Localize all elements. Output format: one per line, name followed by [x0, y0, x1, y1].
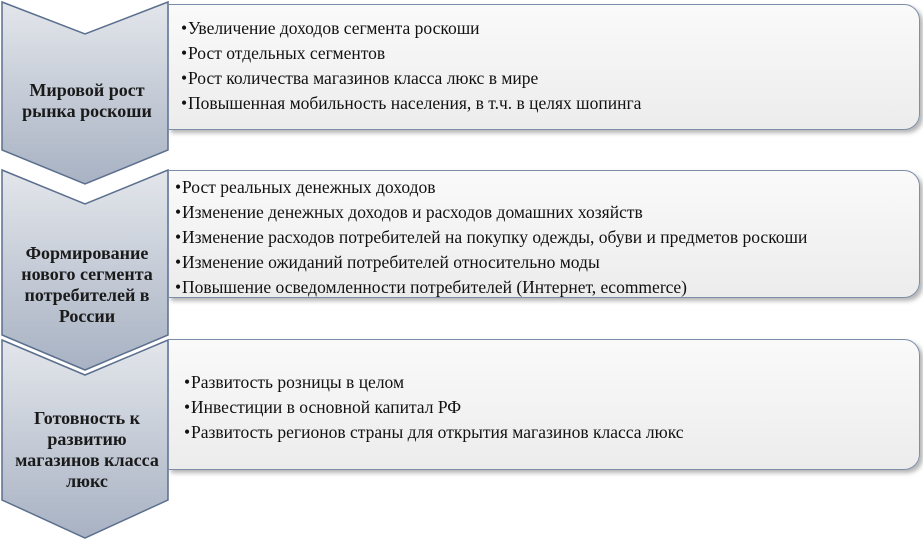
box-global-growth [168, 4, 920, 130]
list-item: •Повышение осведомленности потребителей (Интернет, ecommerce) [175, 277, 688, 297]
chevron-2-label: Формирование нового сегмента потребителей в России [21, 243, 153, 326]
list-item: •Развитость розницы в целом [184, 372, 405, 392]
chevron-1-label: Мировой рост рынка роскоши [22, 80, 152, 121]
list-item: •Повышенная мобильность населения, в т.ч. в целях шопинга [181, 93, 642, 113]
list-item: •Рост реальных денежных доходов [175, 177, 436, 197]
box-new-segment [168, 170, 920, 298]
list-item: •Рост отдельных сегментов [181, 43, 386, 63]
list-item: •Изменение расходов потребителей на покупку одежды, обуви и предметов роскоши [175, 227, 808, 247]
list-item: •Изменение денежных доходов и расходов домашних хозяйств [175, 202, 643, 222]
list-item: •Увеличение доходов сегмента роскоши [181, 18, 480, 38]
box-readiness [168, 339, 920, 470]
list-item: •Рост количества магазинов класса люкс в мире [181, 68, 539, 88]
list-item: •Инвестиции в основной капитал РФ [184, 397, 462, 417]
list-item: •Изменение ожиданий потребителей относительно моды [175, 252, 600, 272]
list-item: •Развитость регионов страны для открытия магазинов класса люкс [184, 422, 684, 442]
chevron-3-label: Готовность к развитию магазинов класса люкс [15, 408, 159, 491]
